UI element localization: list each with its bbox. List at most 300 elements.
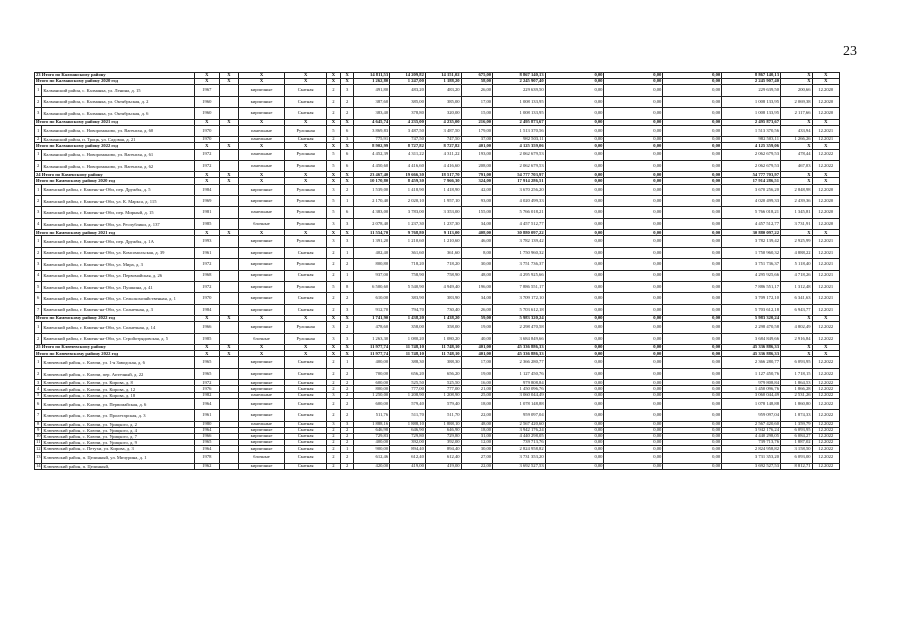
table-cell: 10 170,80 — [354, 178, 390, 184]
table-cell: 0,00 — [663, 333, 722, 344]
table-cell: 0,00 — [545, 247, 604, 258]
table-cell: 324,00 — [461, 178, 493, 184]
table-cell: 216,00 — [461, 119, 493, 125]
table-cell: 1972 — [194, 149, 219, 160]
row-number: 13 — [35, 452, 42, 463]
address-cell: Каменский район, г. Камень-на-Оби, пер. Дружбы, д. 1А — [42, 236, 194, 247]
table-cell: 2 — [340, 386, 354, 392]
table-cell: 2 824 958,82 — [722, 446, 781, 452]
table-cell: кирпичные — [238, 368, 284, 379]
table-cell: панельные — [238, 421, 284, 427]
table-cell: 478,60 — [354, 322, 390, 333]
table-cell: 1966 — [194, 322, 219, 333]
table-cell: 12.2020 — [812, 218, 839, 229]
table-cell: X — [340, 119, 354, 125]
table-cell: 5 118,40 — [781, 259, 813, 270]
table-cell: 18,00 — [461, 398, 493, 409]
table-cell: 1976 — [194, 386, 219, 392]
table-cell: 0,00 — [663, 149, 722, 160]
table-cell: X — [238, 351, 284, 357]
table-cell: 46,00 — [461, 236, 493, 247]
table-cell: 433,94 — [781, 125, 813, 136]
table-cell: 0,00 — [663, 79, 722, 85]
table-cell — [219, 410, 238, 421]
table-cell: 12.2022 — [812, 433, 839, 439]
total-label: 25 Итого по Ключевскому району — [35, 345, 195, 351]
table-cell: 0,00 — [604, 247, 663, 258]
table-cell: 12.2020 — [812, 184, 839, 195]
table-cell: 12.2022 — [812, 149, 839, 160]
table-cell: 1964 — [194, 398, 219, 409]
table-cell: кирпичные — [238, 293, 284, 304]
table-cell: 791,00 — [461, 172, 493, 178]
table-row — [35, 452, 840, 463]
table-cell: 478,44 — [781, 149, 813, 160]
table-cell: 579,40 — [425, 398, 461, 409]
table-cell: 2 170,40 — [354, 196, 390, 207]
table-cell: 0,00 — [604, 270, 663, 281]
table-cell: 3 751 736,37 — [722, 259, 781, 270]
table-cell: 1960 — [194, 96, 219, 107]
row-number: 14 — [36, 463, 41, 469]
address-cell: Каменский район, г. Камень-на-Оби, ул. Солнечная, д. 14 — [42, 322, 194, 333]
table-cell: Рулонная — [285, 196, 327, 207]
address-cell: Каменский район, г. Камень-на-Оби, пер. Мирный, д. 15 — [42, 207, 194, 218]
housing-repair-table — [34, 72, 840, 470]
table-cell: 0,00 — [663, 351, 722, 357]
table-cell: 2 — [340, 440, 354, 446]
table-cell: X — [285, 230, 327, 236]
table-cell: 385,00 — [425, 96, 461, 107]
table-cell: 0,00 — [604, 421, 663, 427]
table-cell: 0,00 — [663, 178, 722, 184]
table-cell: X — [285, 316, 327, 322]
table-cell: X — [238, 119, 284, 125]
table-cell: 2 245 907,40 — [493, 79, 546, 85]
table-cell: X — [781, 351, 813, 357]
table-cell: 0,00 — [663, 196, 722, 207]
row-number: 2 — [35, 137, 42, 143]
table-cell: 0,00 — [663, 463, 722, 469]
table-cell: 400,00 — [354, 357, 390, 368]
table-cell: 0,00 — [545, 357, 604, 368]
table-cell: 739 713,76 — [722, 440, 781, 446]
table-cell: 1 080,20 — [390, 333, 426, 344]
table-cell: кирпичные — [238, 236, 284, 247]
table-cell: X — [238, 345, 284, 351]
table-cell: 4 718,26 — [781, 270, 813, 281]
table-cell: 1 237,30 — [425, 218, 461, 229]
table-cell: 0,00 — [663, 380, 722, 386]
table-cell: 1 127 450,76 — [493, 368, 546, 379]
table-cell — [219, 357, 238, 368]
table-cell: 982 503,11 — [722, 137, 781, 143]
table-cell: 2 — [327, 463, 341, 469]
table-cell: 3 — [340, 421, 354, 427]
table-cell: 5 — [327, 125, 341, 136]
table-cell: 1 008 133,95 — [722, 108, 781, 119]
table-cell: 0,00 — [604, 281, 663, 292]
table-cell: 0,00 — [663, 322, 722, 333]
table-cell: 1 345,81 — [781, 207, 813, 218]
table-cell: 612,40 — [390, 452, 426, 463]
table-cell: 30 880 097,22 — [493, 230, 546, 236]
table-cell: 1 — [340, 446, 354, 452]
table-cell: Скатная — [285, 392, 327, 398]
table-cell: 0,00 — [545, 316, 604, 322]
table-cell: Скатная — [285, 293, 327, 304]
table-cell: 675,00 — [461, 73, 493, 79]
table-cell: кирпичные — [238, 247, 284, 258]
table-cell: X — [781, 73, 813, 79]
table-cell: 1 539,00 — [354, 184, 390, 195]
table-cell — [219, 322, 238, 333]
table-cell: 4 440 298,05 — [493, 433, 546, 439]
table-cell: 0,00 — [604, 259, 663, 270]
table-cell: 4 457 512,77 — [722, 218, 781, 229]
table-cell: 5 983 320,24 — [493, 316, 546, 322]
table-cell: 0,00 — [545, 293, 604, 304]
table-cell: 25,00 — [461, 392, 493, 398]
table-cell: 3 783,00 — [390, 207, 426, 218]
table-cell: кирпичные — [238, 270, 284, 281]
table-cell: 0,00 — [604, 368, 663, 379]
table-cell: X — [285, 345, 327, 351]
table-cell: 3 060 044,49 — [493, 392, 546, 398]
table-cell: Скатная — [285, 247, 327, 258]
total-label: Итого по Калманскому району 2022 год — [35, 143, 195, 149]
table-cell: 0,00 — [663, 427, 722, 433]
table-cell: 1 750 960,32 — [722, 247, 781, 258]
table-cell: 2 925,99 — [781, 236, 813, 247]
address-cell: Ключевский район, п. Целинный, — [42, 463, 194, 469]
table-cell: 0,00 — [545, 433, 604, 439]
table-cell: 729,80 — [425, 433, 461, 439]
table-cell: 3 731 353,20 — [493, 452, 546, 463]
table-cell: Скатная — [285, 380, 327, 386]
table-cell: 1 513 370,56 — [493, 125, 546, 136]
table-cell: 14 209,82 — [390, 73, 426, 79]
table-cell: 1 450 096,76 — [722, 386, 781, 392]
table-cell: Скатная — [285, 446, 327, 452]
table-cell: 34,00 — [461, 293, 493, 304]
table-cell: 2 069,38 — [781, 96, 813, 107]
table-cell: 758,90 — [425, 270, 461, 281]
total-label: Итого по Ключевскому району 2022 год — [35, 351, 195, 357]
table-cell: 0,00 — [545, 236, 604, 247]
table-cell: 1984 — [194, 184, 219, 195]
table-cell: 718,20 — [425, 259, 461, 270]
table-row — [35, 184, 840, 195]
table-row — [35, 398, 840, 409]
table-cell: 0,00 — [604, 333, 663, 344]
table-cell: 1 391,20 — [354, 236, 390, 247]
table-cell: 1 888,10 — [390, 421, 426, 427]
table-cell: 491,80 — [354, 85, 390, 96]
table-cell: X — [327, 172, 341, 178]
table-cell: 0,00 — [604, 433, 663, 439]
table-cell: 2 439,36 — [781, 196, 813, 207]
table-cell: 0,00 — [545, 410, 604, 421]
table-cell — [219, 281, 238, 292]
table-cell: 800,00 — [354, 386, 390, 392]
table-cell: 3 731,91 — [781, 218, 813, 229]
table-cell: 700,00 — [354, 368, 390, 379]
table-cell: 0,00 — [663, 236, 722, 247]
address-cell: Калманский район, с. Калманка, ул. Ленина, д. 15 — [42, 85, 194, 96]
table-cell: 2 — [340, 410, 354, 421]
row-number: 2 — [35, 96, 42, 107]
table-cell: 1 210,60 — [390, 236, 426, 247]
table-cell: X — [194, 79, 219, 85]
table-cell: X — [219, 119, 238, 125]
table-cell: Скатная — [285, 427, 327, 433]
table-cell: 12.2021 — [812, 247, 839, 258]
table-cell: 0,00 — [545, 351, 604, 357]
table-cell: X — [238, 316, 284, 322]
table-cell: 6 — [340, 207, 354, 218]
table-cell — [219, 247, 238, 258]
table-cell: Скатная — [285, 85, 327, 96]
table-cell: X — [812, 178, 839, 184]
table-cell: 0,00 — [604, 386, 663, 392]
total-label: Итого по Калманскому району 2021 год — [35, 119, 195, 125]
address-cell: Каменский район, г. Камень-на-Оби, ул. Первомайская, д. 26 — [42, 270, 194, 281]
table-cell: X — [327, 345, 341, 351]
table-cell: 26,00 — [461, 85, 493, 96]
table-cell: 3 — [327, 322, 341, 333]
table-cell: 0,00 — [604, 322, 663, 333]
table-cell: 1960 — [194, 108, 219, 119]
table-cell: 730,40 — [425, 304, 461, 315]
table-cell: 612,46 — [354, 452, 390, 463]
table-cell: 1965 — [194, 440, 219, 446]
table-cell: X — [285, 73, 327, 79]
table-row — [35, 304, 840, 315]
table-cell: X — [194, 316, 219, 322]
table-cell: 7 886 551,17 — [722, 281, 781, 292]
address-cell: Каменский район, г. Камень-на-Оби, ул. Пушкина, д. 41 — [42, 281, 194, 292]
table-cell: Скатная — [285, 410, 327, 421]
table-cell: 729,80 — [390, 433, 426, 439]
table-cell: 1993 — [194, 236, 219, 247]
table-cell: X — [238, 143, 284, 149]
table-cell: 45 336 886,33 — [493, 351, 546, 357]
table-cell: 17 914 286,51 — [722, 178, 781, 184]
table-cell: 656,20 — [390, 368, 426, 379]
table-cell: 1 262,80 — [354, 79, 390, 85]
table-cell: X — [340, 230, 354, 236]
table-cell: 1978 — [194, 452, 219, 463]
table-cell: X — [327, 230, 341, 236]
table-cell: 1972 — [194, 259, 219, 270]
table-cell: 12.2020 — [812, 207, 839, 218]
table-cell: 385,00 — [390, 96, 426, 107]
address-cell: Каменский район, г. Камень-на-Оби, ул. Сельскохозяйственная, д. 1 — [42, 293, 194, 304]
table-cell: X — [219, 351, 238, 357]
table-cell: 0,00 — [663, 386, 722, 392]
address-cell: Ключевский район, с. Ключи, ул. Урицкого, д. 7 — [42, 433, 194, 439]
table-cell — [219, 207, 238, 218]
table-cell: 775,91 — [354, 137, 390, 143]
table-row — [35, 281, 840, 292]
table-cell: Скатная — [285, 304, 327, 315]
table-cell: 1 718,15 — [781, 368, 813, 379]
table-cell: 6 093,95 — [781, 357, 813, 368]
table-cell: 0,00 — [545, 333, 604, 344]
table-cell: 6 500,60 — [354, 281, 390, 292]
table-cell: 17 914 286,51 — [493, 178, 546, 184]
table-cell: 1985 — [194, 333, 219, 344]
table-row — [35, 259, 840, 270]
table-cell: 4 645,74 — [354, 119, 390, 125]
table-cell: X — [285, 143, 327, 149]
table-cell: X — [812, 351, 839, 357]
table-cell: 0,00 — [545, 446, 604, 452]
table-cell: 3 709 172,10 — [493, 293, 546, 304]
table-cell: 1 359,79 — [781, 421, 813, 427]
table-cell: 3 692 527,53 — [493, 463, 546, 469]
table-cell: X — [812, 119, 839, 125]
table-cell: 19 666,30 — [390, 172, 426, 178]
table-cell: X — [812, 345, 839, 351]
table-cell: 0,00 — [663, 172, 722, 178]
table-cell: 0,00 — [545, 392, 604, 398]
table-cell: 1 438,20 — [425, 316, 461, 322]
table-cell: 34,00 — [461, 218, 493, 229]
table-cell: 610,00 — [354, 293, 390, 304]
table-cell: 1 888,10 — [425, 421, 461, 427]
table-cell: 0,00 — [604, 304, 663, 315]
table-cell: 1 312,48 — [781, 281, 813, 292]
table-cell: 0,00 — [604, 178, 663, 184]
table-cell: X — [340, 143, 354, 149]
table-cell: 0,00 — [545, 440, 604, 446]
table-cell: 0,00 — [604, 392, 663, 398]
table-cell: Скатная — [285, 433, 327, 439]
table-cell: 11 977,74 — [354, 345, 390, 351]
table-cell: 0,00 — [604, 218, 663, 229]
table-cell: 4 452,39 — [354, 149, 390, 160]
table-cell: 2 848,98 — [781, 184, 813, 195]
table-cell: 3 — [327, 184, 341, 195]
table-cell: X — [285, 351, 327, 357]
address-cell: Каменский район, г. Камень-на-Оби, ул. Стройотрядовская, д. 5 — [42, 333, 194, 344]
table-cell: кирпичные — [238, 410, 284, 421]
table-cell: 8 459,30 — [390, 178, 426, 184]
table-cell: X — [781, 119, 813, 125]
table-cell: 1 — [340, 247, 354, 258]
table-cell: 12.2021 — [812, 236, 839, 247]
table-cell: 0,00 — [545, 304, 604, 315]
table-cell: X — [812, 73, 839, 79]
table-cell: 4 311,22 — [425, 149, 461, 160]
table-cell: 2 — [327, 446, 341, 452]
table-cell: 1 266,26 — [781, 137, 813, 143]
row-number: 1 — [35, 149, 42, 160]
table-cell: 982 503,11 — [493, 137, 546, 143]
table-cell: 0,00 — [604, 184, 663, 195]
table-cell: 1 188,20 — [425, 79, 461, 85]
table-cell: 11 748,10 — [425, 345, 461, 351]
table-cell: Скатная — [285, 398, 327, 409]
table-cell: 1 — [340, 270, 354, 281]
table-cell: 6 943,77 — [781, 304, 813, 315]
table-cell: X — [340, 351, 354, 357]
table-cell: 2 — [327, 85, 341, 96]
table-row — [35, 160, 840, 171]
address-cell: Каменский район, г. Камень-на-Оби, пер. Дружбы, д. 5 — [42, 184, 194, 195]
table-cell: 2 — [327, 433, 341, 439]
table-cell: 1961 — [194, 410, 219, 421]
address-cell: Ключевский район, с. Петухи, ул. Кирова, д. 3 — [42, 446, 194, 452]
table-cell: кирпичные — [238, 281, 284, 292]
table-cell: 2 — [327, 304, 341, 315]
address-cell: Ключевский район, с. Ключи, ул. Кирова, д. 8 — [42, 380, 194, 386]
table-cell: 16,00 — [461, 380, 493, 386]
table-cell: 0,00 — [545, 172, 604, 178]
table-cell: 1 887,02 — [781, 440, 813, 446]
table-cell: X — [340, 172, 354, 178]
table-cell: 0,00 — [545, 345, 604, 351]
table-cell: 1967 — [194, 85, 219, 96]
table-cell: 4 383,00 — [354, 207, 390, 218]
table-cell: 600,00 — [354, 398, 390, 409]
table-cell: Рулонная — [285, 259, 327, 270]
table-cell: 40,00 — [461, 333, 493, 344]
table-cell: кирпичные — [238, 446, 284, 452]
table-cell: 4 457 512,77 — [493, 218, 546, 229]
table-cell: 2 — [327, 247, 341, 258]
address-cell: Каменский район, г. Камень-на-Оби, ул. Комсомольская, д. 39 — [42, 247, 194, 258]
table-cell: 5 — [327, 149, 341, 160]
table-cell: 2 — [340, 96, 354, 107]
table-cell: X — [219, 172, 238, 178]
table-cell: 4 125 359,06 — [722, 143, 781, 149]
table-cell: 12.2022 — [812, 392, 839, 398]
row-number: 7 — [35, 304, 42, 315]
table-cell — [219, 236, 238, 247]
table-cell: 0,00 — [663, 85, 722, 96]
address-cell: Ключевский район, с. Ключи, ул. Кирова, д. 12 — [42, 386, 194, 392]
table-cell: 2 — [340, 433, 354, 439]
table-cell: 1 957,10 — [425, 196, 461, 207]
table-cell: 2 366 280,77 — [722, 357, 781, 368]
table-cell: Скатная — [285, 386, 327, 392]
table-cell: 3 670 256,20 — [722, 184, 781, 195]
table-cell: 511,76 — [354, 410, 390, 421]
table-cell: кирпичные — [238, 463, 284, 469]
table-cell: X — [340, 73, 354, 79]
table-cell: X — [238, 172, 284, 178]
table-cell: 0,00 — [545, 398, 604, 409]
row-number: 3 — [35, 259, 42, 270]
table-cell: X — [194, 351, 219, 357]
register-table — [34, 72, 840, 470]
table-cell: 0,00 — [545, 463, 604, 469]
table-cell: 0,00 — [545, 108, 604, 119]
table-cell: 12.2020 — [812, 96, 839, 107]
table-cell: 0,00 — [663, 316, 722, 322]
table-cell: кирпичные — [238, 259, 284, 270]
table-cell: 48,00 — [461, 270, 493, 281]
table-cell: 1 418,90 — [425, 184, 461, 195]
row-number: 3 — [35, 108, 42, 119]
table-cell: 483,20 — [425, 85, 461, 96]
table-cell: 26,00 — [461, 304, 493, 315]
table-cell: 12.2022 — [812, 440, 839, 446]
table-cell: кирпичные — [238, 398, 284, 409]
